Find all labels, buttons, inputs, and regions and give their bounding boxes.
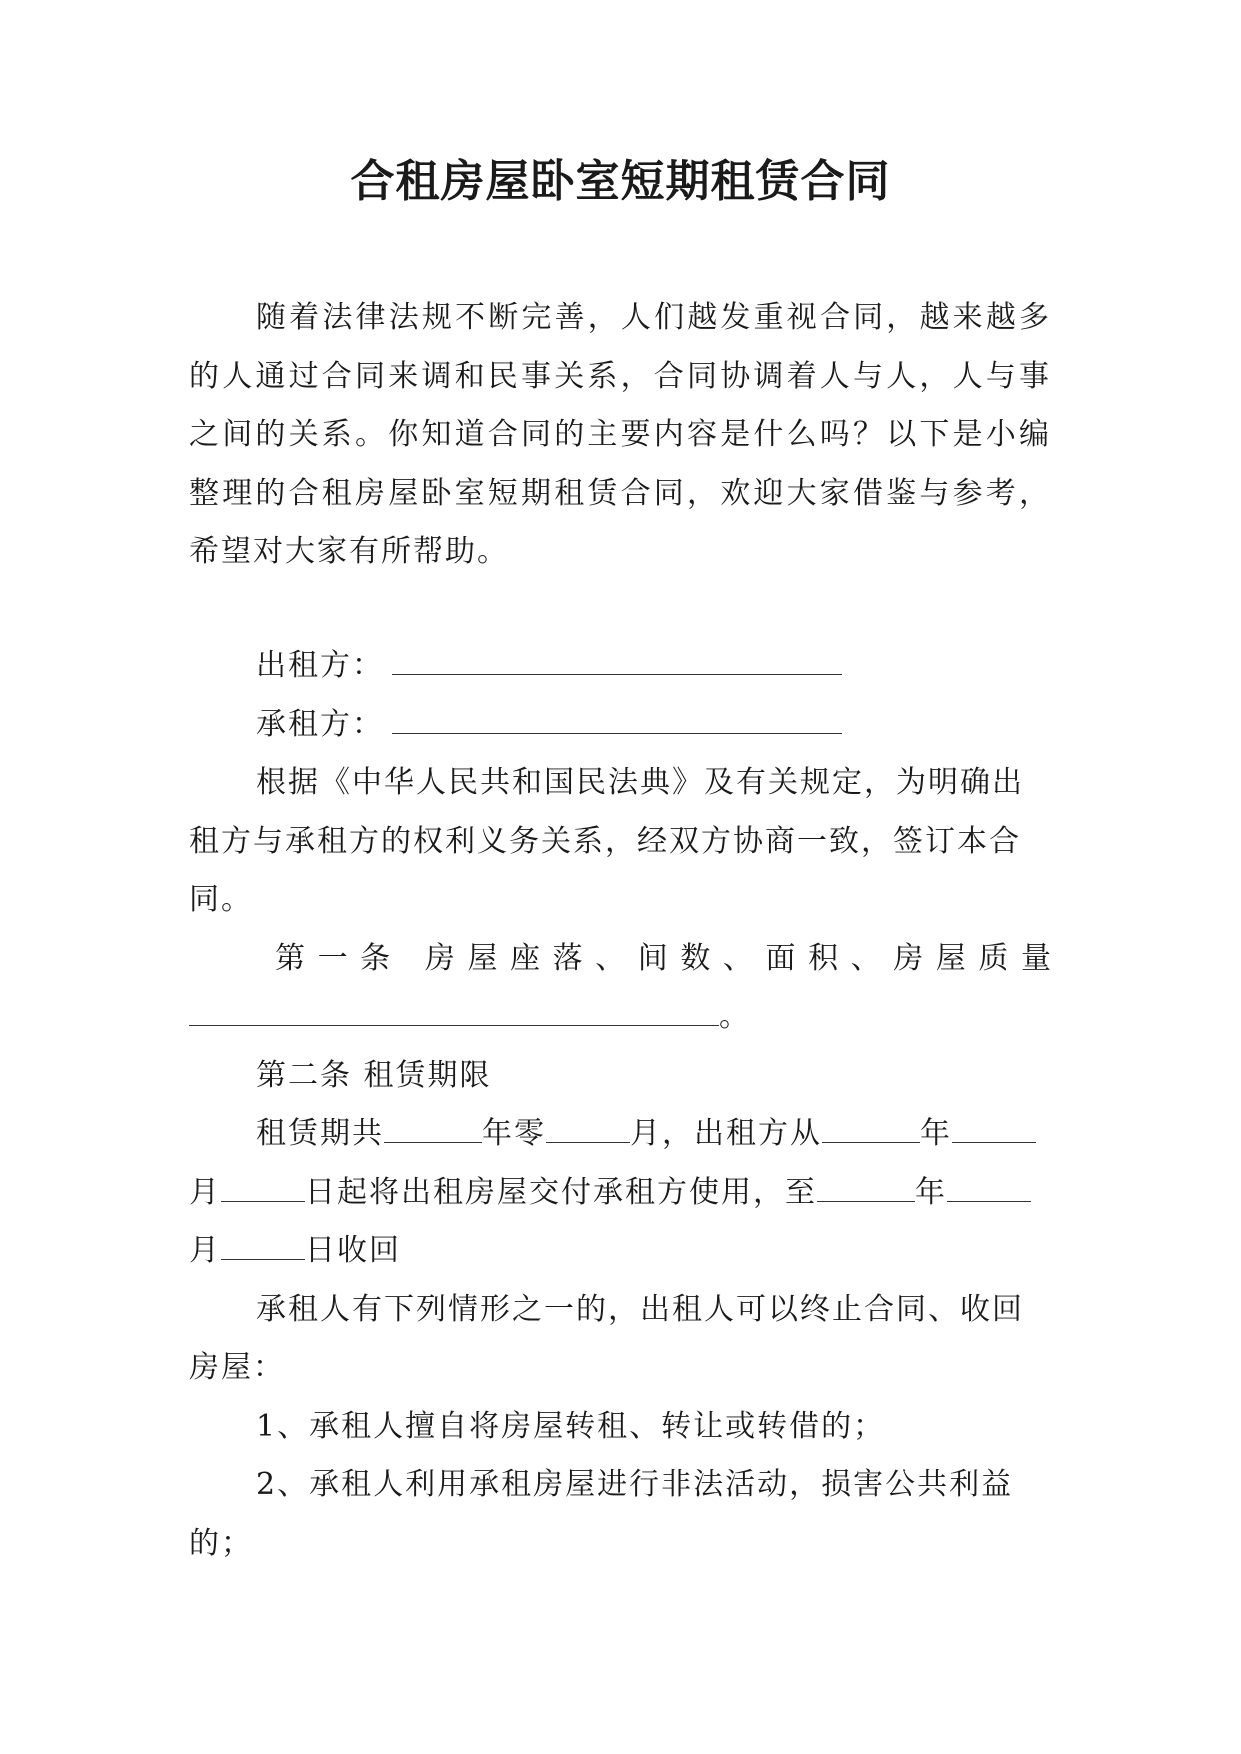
term-line-3 [189, 1222, 1051, 1281]
end-year-blank [817, 1179, 915, 1202]
term-months-blank [546, 1120, 630, 1143]
article-1-char: 屋 [935, 940, 966, 976]
intro-paragraph: 随着法律法规不断完善，人们越发重视合同，越来越多的人通过合同来调和民事关系，合同协调着人与人，人与事之间的关系。你知道合同的主要内容是什么吗？以下是小编整理的合租房屋卧室短期租赁合同，欢迎大家借鉴与参考，希望对大家有所帮助。 [189, 300, 1051, 569]
lessor-blank [392, 652, 842, 675]
lessor-label: 出租方： [256, 648, 384, 683]
article-1-char: 、 [850, 940, 881, 976]
basis-line-3: 同。 [189, 882, 253, 917]
article-1-blank-line [189, 988, 1051, 1047]
article-1-heading [189, 930, 1051, 989]
article-1-char: 质 [978, 940, 1009, 976]
start-year-blank [822, 1120, 920, 1143]
article-1-char [403, 930, 413, 989]
article-1-char: 量 [1020, 940, 1051, 976]
lessor-line [189, 637, 1051, 696]
lessee-label: 承租方： [256, 706, 384, 742]
term-text-2: 年零 [482, 1116, 546, 1151]
item-1: 1、承租人擅自将房屋转租、转让或转借的； [256, 1408, 886, 1444]
article-2-heading: 第二条 租赁期限 [256, 1057, 492, 1093]
term-text-8: 月 [189, 1233, 221, 1268]
term-text-3: 月，出租方从 [630, 1116, 822, 1151]
end-month-blank [947, 1179, 1031, 1202]
item-2-line-2: 的； [189, 1525, 253, 1561]
item-2-line-1: 2、承租人利用承租房屋进行非法活动，损害公共利益 [256, 1467, 1014, 1502]
article-1-char: 座 [510, 940, 541, 976]
term-text-7: 年 [915, 1174, 947, 1210]
term-years-blank [384, 1120, 482, 1143]
article-1-char: 数 [680, 940, 711, 976]
start-month-blank [952, 1120, 1036, 1143]
article-1-char: 条 [360, 940, 391, 976]
article-1-char: 面 [765, 940, 796, 976]
article-1-char: 落 [552, 940, 583, 976]
term-line-1 [189, 1105, 1051, 1164]
article-1-char: 屋 [467, 940, 498, 976]
article-1-end: 。 [719, 999, 751, 1034]
article-1-char: 间 [637, 940, 668, 976]
page-title: 合租房屋卧室短期租赁合同 [350, 156, 891, 207]
term-text-1: 租赁期共 [256, 1116, 384, 1151]
term-text-5: 月 [189, 1174, 221, 1210]
article-1-char: 一 [317, 940, 348, 976]
termination-line-2: 房屋： [189, 1350, 285, 1385]
termination-line-1: 承租人有下列情形之一的，出租人可以终止合同、收回 [256, 1291, 1024, 1327]
article-1-blank [189, 1003, 719, 1026]
article-1-char: 积 [808, 940, 839, 976]
lessee-blank [392, 711, 842, 734]
article-1-char: 房 [424, 940, 455, 976]
article-1-char: 房 [893, 940, 924, 976]
basis-line-1: 根据《中华人民共和国民法典》及有关规定，为明确出 [256, 765, 1024, 800]
term-text-4: 年 [920, 1116, 952, 1151]
article-1-char: 第 [275, 940, 305, 976]
start-day-blank [221, 1179, 305, 1202]
term-text-9: 日收回 [305, 1233, 401, 1268]
article-1-char: 、 [595, 940, 626, 976]
lessee-line [189, 696, 1051, 755]
term-text-6: 日起将出租房屋交付承租方使用，至 [305, 1174, 817, 1210]
term-line-2 [189, 1164, 1051, 1223]
article-1-char: 、 [722, 940, 753, 976]
basis-line-2: 租方与承租方的权利义务关系，经双方协商一致，签订本合 [189, 823, 1021, 859]
end-day-blank [221, 1237, 305, 1260]
contract-body [189, 637, 1051, 1573]
